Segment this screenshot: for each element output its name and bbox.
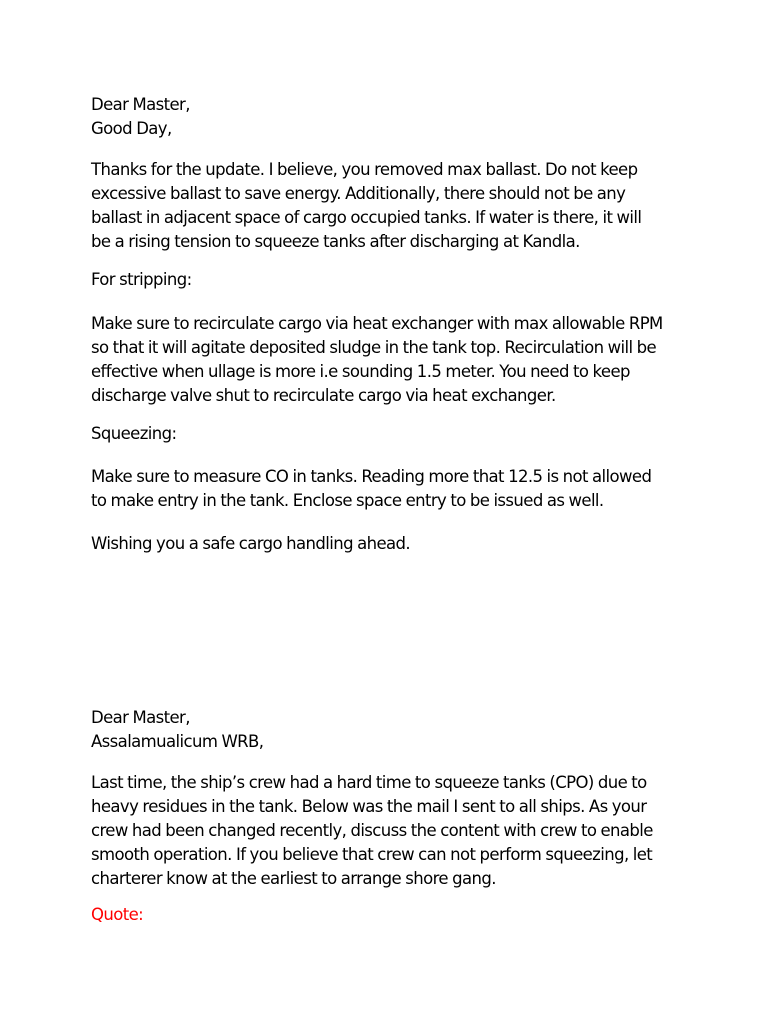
letter1-greeting: Good Day, (91, 119, 172, 138)
paragraph-line: discharge valve shut to recirculate cargo via heat exchanger. (91, 386, 556, 405)
letter1-closing (91, 532, 731, 556)
closing-text: Wishing you a safe cargo handling ahead. (91, 534, 411, 553)
paragraph-line: crew had been changed recently, discuss the content with crew to enable (91, 821, 653, 840)
paragraph-line: Thanks for the update. I believe, you removed max ballast. Do not keep (91, 160, 638, 179)
quote-label (91, 903, 731, 927)
stripping-heading-text: For stripping: (91, 270, 192, 289)
squeezing-heading (91, 422, 731, 446)
stripping-heading (91, 268, 731, 292)
paragraph-line: be a rising tension to squeeze tanks after discharging at Kandla. (91, 232, 580, 251)
letter1-paragraph-3 (91, 465, 731, 513)
paragraph-line: effective when ullage is more i.e sounding 1.5 meter. You need to keep (91, 362, 630, 381)
letter2-salutation: Dear Master, (91, 708, 190, 727)
letter2-header (91, 706, 731, 754)
quote-label-text: Quote: (91, 905, 144, 924)
letter1-paragraph-2 (91, 312, 731, 408)
letter2-paragraph-1 (91, 771, 731, 891)
letter2-greeting: Assalamualicum WRB, (91, 732, 264, 751)
squeezing-heading-text: Squeezing: (91, 424, 177, 443)
paragraph-line: Make sure to recirculate cargo via heat exchanger with max allowable RPM (91, 314, 663, 333)
letter1-header (91, 93, 731, 141)
paragraph-line: Make sure to measure CO in tanks. Reading more that 12.5 is not allowed (91, 467, 652, 486)
paragraph-line: to make entry in the tank. Enclose space entry to be issued as well. (91, 491, 604, 510)
letter1-salutation: Dear Master, (91, 95, 190, 114)
paragraph-line: ballast in adjacent space of cargo occupied tanks. If water is there, it will (91, 208, 642, 227)
paragraph-line: smooth operation. If you believe that crew can not perform squeezing, let (91, 845, 653, 864)
letter1-paragraph-1 (91, 158, 731, 254)
paragraph-line: so that it will agitate deposited sludge in the tank top. Recirculation will be (91, 338, 657, 357)
paragraph-line: excessive ballast to save energy. Additionally, there should not be any (91, 184, 626, 203)
paragraph-line: heavy residues in the tank. Below was the mail I sent to all ships. As your (91, 797, 647, 816)
paragraph-line: Last time, the ship’s crew had a hard time to squeeze tanks (CPO) due to (91, 773, 647, 792)
paragraph-line: charterer know at the earliest to arrange shore gang. (91, 869, 496, 888)
